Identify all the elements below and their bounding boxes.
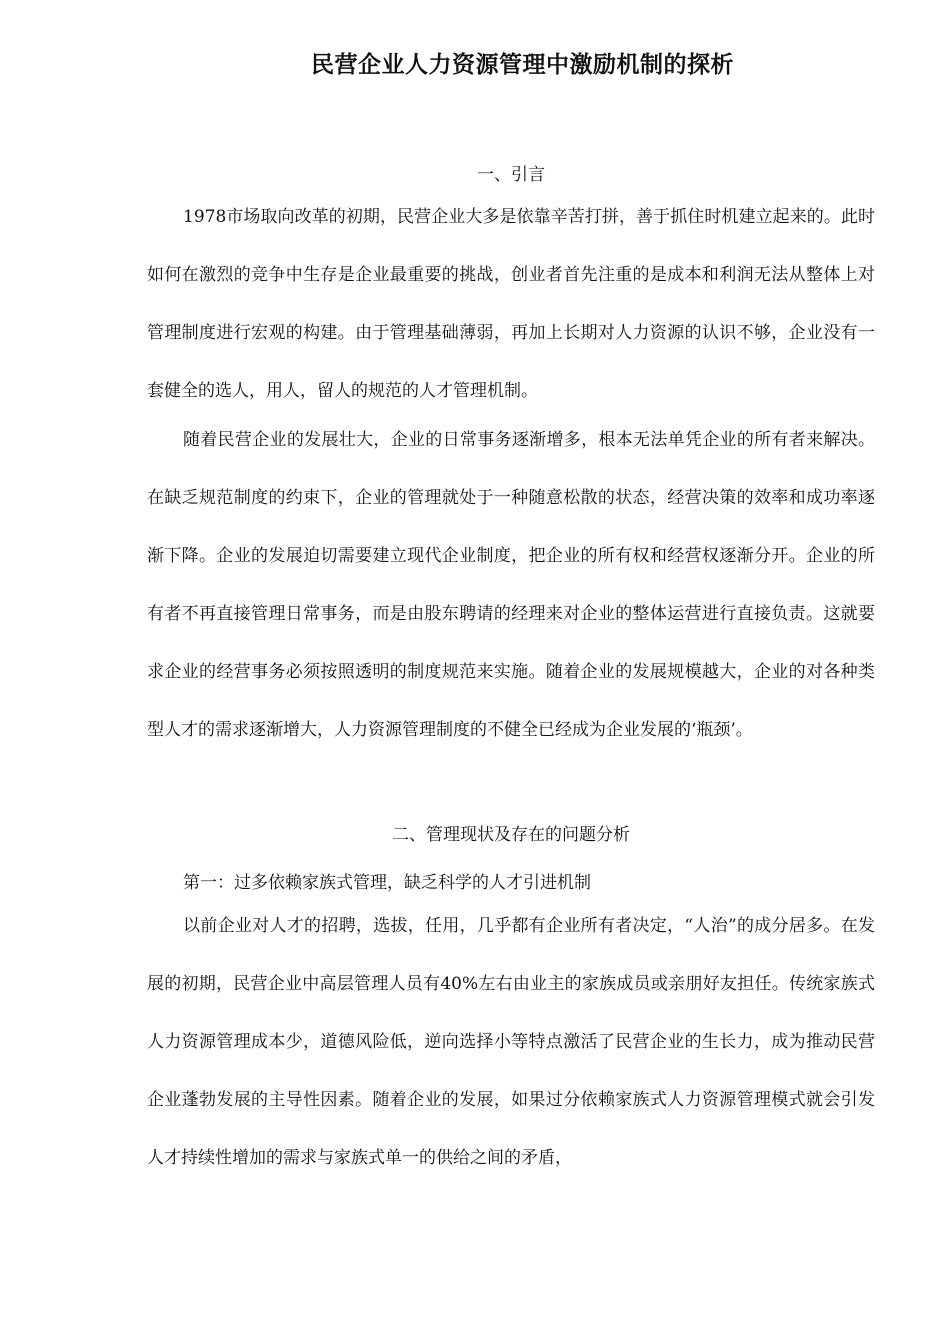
paragraph: 随着民营企业的发展壮大，企业的日常事务逐渐增多，根本无法单凭企业的所有者来解决。在缺乏规范制度的约束下，企业的管理就处于一种随意松散的状态，经营决策的效率和成功率逐渐下降。企业的发展迫切需要建立现代企业制度，把企业的所有权和经营权逐渐分开。企业的所有者不再直接管理日常事务，而是由股东聘请的经理来对企业的整体运营进行直接负责。这就要求企业的经营事务必须按照透明的制度规范来实施。随着企业的发展规模越大，企业的对各种类型人才的需求逐渐增大，人力资源管理制度的不健全已经成为企业发展的‘瓶颈’。 <box>147 430 875 740</box>
document-title: 民营企业人力资源管理中激励机制的探析 <box>311 52 734 78</box>
subsection-heading: 第一：过多依赖家族式管理，缺乏科学的人才引进机制 <box>183 873 591 893</box>
paragraph: 以前企业对人才的招聘，选拔，任用，几乎都有企业所有者决定，“人治”的成分居多。在发展的初期，民营企业中高层管理人员有40%左右由业主的家族成员或亲朋好友担任。传统家族式人力资源管理成本少，道德风险低，逆向选择小等特点激活了民营企业的生长力，成为推动民营企业蓬勃发展的主导性因素。随着企业的发展，如果过分依赖家族式人力资源管理模式就会引发人才持续性增加的需求与家族式单一的供给之间的矛盾， <box>147 916 875 1168</box>
paragraph: 1978市场取向改革的初期，民营企业大多是依靠辛苦打拼，善于抓住时机建立起来的。此时如何在激烈的竞争中生存是企业最重要的挑战，创业者首先注重的是成本和利润无法从整体上对管理制度进行宏观的构建。由于管理基础薄弱，再加上长期对人力资源的认识不够，企业没有一套健全的选人，用人，留人的规范的人才管理机制。 <box>147 207 875 401</box>
section-heading-analysis: 二、管理现状及存在的问题分析 <box>392 825 630 845</box>
section-heading-introduction: 一、引言 <box>477 165 545 185</box>
